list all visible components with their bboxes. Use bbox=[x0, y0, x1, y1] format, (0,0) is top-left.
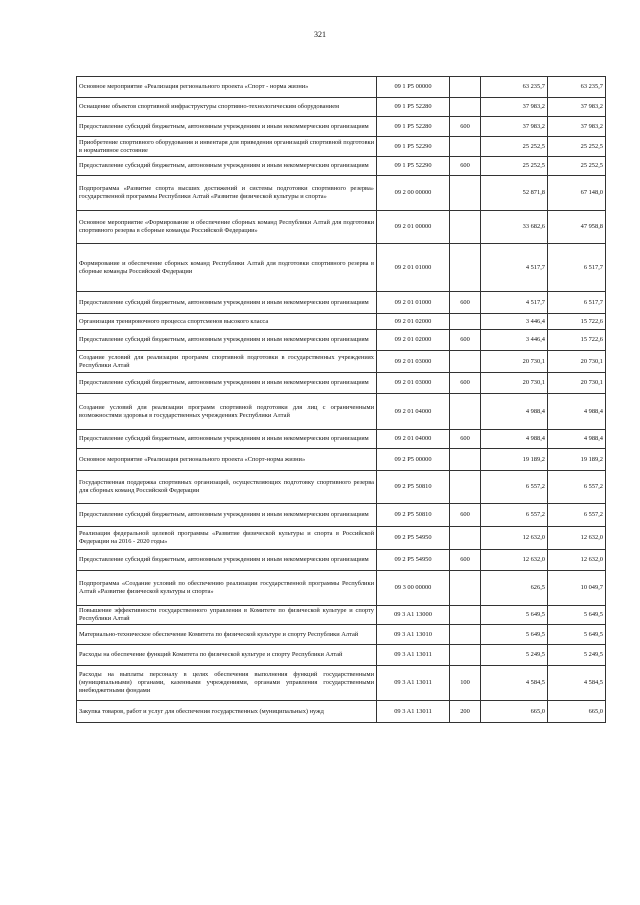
table-row bbox=[77, 211, 606, 244]
cell-name: Расходы на выплаты персоналу в целях обеспечения выполнения функций государственными (муниципальными) органами, казенными учреждениями, органами управления государственными внебюджетными фондами bbox=[77, 666, 377, 701]
cell-v1: 626,5 bbox=[481, 571, 548, 606]
cell-v1: 52 871,8 bbox=[481, 176, 548, 211]
cell-v2: 4 988,4 bbox=[548, 394, 606, 430]
table-row bbox=[77, 606, 606, 625]
cell-name: Повышение эффективности государственного управления в Комитете по физической культуре и спорту Республики Алтай bbox=[77, 606, 377, 625]
cell-vr: 600 bbox=[450, 373, 481, 394]
cell-v2: 6 517,7 bbox=[548, 292, 606, 314]
cell-v2: 67 148,0 bbox=[548, 176, 606, 211]
cell-v1: 33 682,6 bbox=[481, 211, 548, 244]
table-row bbox=[77, 666, 606, 701]
cell-csr: 09 2 P5 50810 bbox=[377, 504, 450, 527]
cell-v2: 37 983,2 bbox=[548, 98, 606, 117]
cell-name: Предоставление субсидий бюджетным, автономным учреждениям и иным некоммерческим организациям bbox=[77, 373, 377, 394]
cell-v2: 4 584,5 bbox=[548, 666, 606, 701]
cell-name: Предоставление субсидий бюджетным, автономным учреждениям и иным некоммерческим организациям bbox=[77, 117, 377, 137]
table-row bbox=[77, 527, 606, 550]
cell-v1: 4 988,4 bbox=[481, 430, 548, 449]
cell-vr: 600 bbox=[450, 292, 481, 314]
cell-vr bbox=[450, 98, 481, 117]
table-row bbox=[77, 550, 606, 571]
cell-v1: 63 235,7 bbox=[481, 77, 548, 98]
cell-name: Предоставление субсидий бюджетным, автономным учреждениям и иным некоммерческим организациям bbox=[77, 430, 377, 449]
cell-vr bbox=[450, 77, 481, 98]
cell-v2: 15 722,6 bbox=[548, 330, 606, 351]
cell-csr: 09 2 01 02000 bbox=[377, 330, 450, 351]
cell-vr bbox=[450, 471, 481, 504]
cell-name: Предоставление субсидий бюджетным, автономным учреждениям и иным некоммерческим организациям bbox=[77, 550, 377, 571]
cell-v1: 12 632,0 bbox=[481, 550, 548, 571]
cell-csr: 09 1 P5 52290 bbox=[377, 157, 450, 176]
cell-csr: 09 2 01 03000 bbox=[377, 373, 450, 394]
cell-name: Формирование и обеспечение сборных команд Республики Алтай для подготовки спортивного резерва в сборные команды Российской Федерации bbox=[77, 244, 377, 292]
cell-csr: 09 2 01 02000 bbox=[377, 314, 450, 330]
table-row bbox=[77, 504, 606, 527]
cell-v2: 15 722,6 bbox=[548, 314, 606, 330]
cell-v1: 4 988,4 bbox=[481, 394, 548, 430]
cell-vr: 600 bbox=[450, 430, 481, 449]
cell-name: Основное мероприятие «Реализация регионального проекта «Спорт-норма жизни» bbox=[77, 449, 377, 471]
cell-v2: 25 252,5 bbox=[548, 137, 606, 157]
cell-name: Расходы на обеспечение функций Комитета по физической культуре и спорту Республики Алтай bbox=[77, 645, 377, 666]
cell-vr bbox=[450, 571, 481, 606]
cell-vr bbox=[450, 527, 481, 550]
cell-csr: 09 3 A1 13011 bbox=[377, 701, 450, 723]
cell-vr: 200 bbox=[450, 701, 481, 723]
cell-v2: 665,0 bbox=[548, 701, 606, 723]
cell-vr bbox=[450, 314, 481, 330]
cell-csr: 09 2 P5 50810 bbox=[377, 471, 450, 504]
cell-v2: 5 649,5 bbox=[548, 625, 606, 645]
table-row bbox=[77, 373, 606, 394]
cell-name: Создание условий для реализации программ спортивной подготовки в государственных учреждениях Республики Алтай bbox=[77, 351, 377, 373]
cell-vr bbox=[450, 211, 481, 244]
cell-v2: 37 983,2 bbox=[548, 117, 606, 137]
cell-csr: 09 2 00 00000 bbox=[377, 176, 450, 211]
table-row bbox=[77, 330, 606, 351]
cell-v2: 5 249,5 bbox=[548, 645, 606, 666]
cell-csr: 09 2 P5 54950 bbox=[377, 550, 450, 571]
cell-v1: 4 517,7 bbox=[481, 292, 548, 314]
cell-csr: 09 2 01 04000 bbox=[377, 430, 450, 449]
cell-name: Создание условий для реализации программ спортивной подготовки для лиц с ограниченными возможностями здоровья в государственных учреждениях Республики Алтай bbox=[77, 394, 377, 430]
cell-v1: 37 983,2 bbox=[481, 117, 548, 137]
cell-name: Подпрограмма «Создание условий по обеспечению реализации государственной программы Республики Алтай «Развитие физической культуры и спорта» bbox=[77, 571, 377, 606]
cell-csr: 09 3 00 00000 bbox=[377, 571, 450, 606]
table-row bbox=[77, 117, 606, 137]
cell-v2: 5 649,5 bbox=[548, 606, 606, 625]
cell-name: Основное мероприятие «Формирование и обеспечение сборных команд Республики Алтай для подготовки спортивного резерва в сборные команды Российской Федерации» bbox=[77, 211, 377, 244]
cell-v1: 12 632,0 bbox=[481, 527, 548, 550]
table-row bbox=[77, 157, 606, 176]
cell-vr bbox=[450, 351, 481, 373]
cell-vr: 100 bbox=[450, 666, 481, 701]
cell-v1: 6 557,2 bbox=[481, 471, 548, 504]
cell-name: Предоставление субсидий бюджетным, автономным учреждениям и иным некоммерческим организациям bbox=[77, 157, 377, 176]
budget-table-body bbox=[77, 77, 606, 723]
cell-csr: 09 2 P5 54950 bbox=[377, 527, 450, 550]
cell-csr: 09 2 01 01000 bbox=[377, 244, 450, 292]
table-row bbox=[77, 314, 606, 330]
cell-csr: 09 3 A1 13010 bbox=[377, 625, 450, 645]
cell-v1: 5 249,5 bbox=[481, 645, 548, 666]
cell-csr: 09 1 P5 00000 bbox=[377, 77, 450, 98]
cell-name: Подпрограмма «Развитие спорта высших достижений и системы подготовки спортивного резерва» государственной программы Республики Алтай «Развитие физической культуры и спорта» bbox=[77, 176, 377, 211]
cell-name: Государственная поддержка спортивных организаций, осуществляющих подготовку спортивного резерва для сборных команд Российской Федерации bbox=[77, 471, 377, 504]
cell-name: Реализация федеральной целевой программы «Развитие физической культуры и спорта в Российской Федерации на 2016 - 2020 годы» bbox=[77, 527, 377, 550]
cell-vr bbox=[450, 394, 481, 430]
cell-vr bbox=[450, 137, 481, 157]
cell-v2: 6 557,2 bbox=[548, 471, 606, 504]
cell-name: Основное мероприятие «Реализация регионального проекта «Спорт - норма жизни» bbox=[77, 77, 377, 98]
cell-name: Материально-техническое обеспечение Комитета по физической культуре и спорту Республики Алтай bbox=[77, 625, 377, 645]
cell-v1: 665,0 bbox=[481, 701, 548, 723]
cell-csr: 09 1 P5 52280 bbox=[377, 117, 450, 137]
cell-v2: 47 958,8 bbox=[548, 211, 606, 244]
cell-v2: 20 730,1 bbox=[548, 351, 606, 373]
cell-vr bbox=[450, 176, 481, 211]
table-row bbox=[77, 176, 606, 211]
cell-csr: 09 3 A1 13011 bbox=[377, 645, 450, 666]
cell-v1: 3 446,4 bbox=[481, 330, 548, 351]
cell-v2: 4 988,4 bbox=[548, 430, 606, 449]
cell-v2: 6 517,7 bbox=[548, 244, 606, 292]
table-row bbox=[77, 625, 606, 645]
cell-csr: 09 3 A1 13000 bbox=[377, 606, 450, 625]
cell-name: Закупка товаров, работ и услуг для обеспечения государственных (муниципальных) нужд bbox=[77, 701, 377, 723]
table-row bbox=[77, 701, 606, 723]
cell-csr: 09 3 A1 13011 bbox=[377, 666, 450, 701]
cell-vr bbox=[450, 625, 481, 645]
cell-v2: 10 049,7 bbox=[548, 571, 606, 606]
cell-v1: 5 649,5 bbox=[481, 625, 548, 645]
table-row bbox=[77, 571, 606, 606]
page-number: 321 bbox=[314, 30, 326, 39]
cell-v1: 37 983,2 bbox=[481, 98, 548, 117]
table-row bbox=[77, 394, 606, 430]
table-row bbox=[77, 244, 606, 292]
cell-vr bbox=[450, 606, 481, 625]
cell-name: Предоставление субсидий бюджетным, автономным учреждениям и иным некоммерческим организациям bbox=[77, 504, 377, 527]
cell-csr: 09 2 01 01000 bbox=[377, 292, 450, 314]
cell-vr: 600 bbox=[450, 330, 481, 351]
budget-table bbox=[76, 76, 606, 723]
cell-csr: 09 2 P5 00000 bbox=[377, 449, 450, 471]
cell-v1: 20 730,1 bbox=[481, 373, 548, 394]
cell-v1: 5 649,5 bbox=[481, 606, 548, 625]
cell-vr bbox=[450, 645, 481, 666]
cell-v2: 20 730,1 bbox=[548, 373, 606, 394]
cell-name: Приобретение спортивного оборудования и инвентаря для приведения организаций спортивной подготовки в нормативное состояние bbox=[77, 137, 377, 157]
cell-v2: 6 557,2 bbox=[548, 504, 606, 527]
cell-v2: 12 632,0 bbox=[548, 527, 606, 550]
cell-vr: 600 bbox=[450, 117, 481, 137]
cell-v1: 25 252,5 bbox=[481, 137, 548, 157]
table-row bbox=[77, 351, 606, 373]
table-row bbox=[77, 645, 606, 666]
cell-v2: 19 189,2 bbox=[548, 449, 606, 471]
cell-vr bbox=[450, 244, 481, 292]
cell-vr: 600 bbox=[450, 504, 481, 527]
cell-csr: 09 2 01 00000 bbox=[377, 211, 450, 244]
cell-csr: 09 1 P5 52290 bbox=[377, 137, 450, 157]
cell-name: Оснащение объектов спортивной инфраструктуры спортивно-технологическим оборудованием bbox=[77, 98, 377, 117]
cell-v2: 25 252,5 bbox=[548, 157, 606, 176]
cell-csr: 09 2 01 03000 bbox=[377, 351, 450, 373]
cell-v1: 19 189,2 bbox=[481, 449, 548, 471]
cell-vr: 600 bbox=[450, 157, 481, 176]
cell-vr: 600 bbox=[450, 550, 481, 571]
cell-vr bbox=[450, 449, 481, 471]
cell-v1: 4 584,5 bbox=[481, 666, 548, 701]
cell-name: Предоставление субсидий бюджетным, автономным учреждениям и иным некоммерческим организациям bbox=[77, 292, 377, 314]
cell-v1: 4 517,7 bbox=[481, 244, 548, 292]
cell-csr: 09 1 P5 52280 bbox=[377, 98, 450, 117]
cell-csr: 09 2 01 04000 bbox=[377, 394, 450, 430]
table-row bbox=[77, 471, 606, 504]
cell-v1: 6 557,2 bbox=[481, 504, 548, 527]
cell-v1: 20 730,1 bbox=[481, 351, 548, 373]
cell-v1: 3 446,4 bbox=[481, 314, 548, 330]
cell-v1: 25 252,5 bbox=[481, 157, 548, 176]
table-row bbox=[77, 449, 606, 471]
cell-v2: 12 632,0 bbox=[548, 550, 606, 571]
table-row bbox=[77, 77, 606, 98]
cell-v2: 63 235,7 bbox=[548, 77, 606, 98]
table-row bbox=[77, 430, 606, 449]
table-row bbox=[77, 292, 606, 314]
cell-name: Предоставление субсидий бюджетным, автономным учреждениям и иным некоммерческим организациям bbox=[77, 330, 377, 351]
table-row bbox=[77, 137, 606, 157]
table-row bbox=[77, 98, 606, 117]
cell-name: Организация тренировочного процесса спортсменов высокого класса bbox=[77, 314, 377, 330]
